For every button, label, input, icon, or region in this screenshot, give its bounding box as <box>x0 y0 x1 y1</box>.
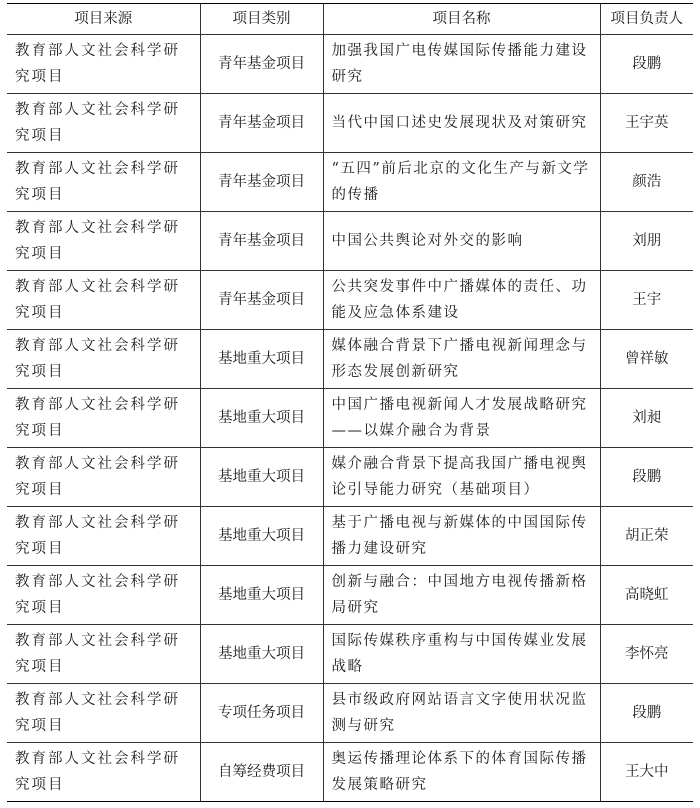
cell-category: 自筹经费项目 <box>200 743 323 802</box>
header-name: 项目名称 <box>323 4 600 35</box>
table-row <box>7 94 693 153</box>
cell-source: 教育部人文社会科学研究项目 <box>7 566 200 625</box>
table-header-row <box>7 4 693 35</box>
cell-source: 教育部人文社会科学研究项目 <box>7 389 200 448</box>
cell-source: 教育部人文社会科学研究项目 <box>7 212 200 271</box>
header-lead: 项目负责人 <box>600 4 693 35</box>
cell-source: 教育部人文社会科学研究项目 <box>7 507 200 566</box>
cell-source: 教育部人文社会科学研究项目 <box>7 625 200 684</box>
table-row <box>7 153 693 212</box>
project-table <box>7 3 693 802</box>
header-category: 项目类别 <box>200 4 323 35</box>
cell-name: 国际传媒秩序重构与中国传媒业发展战略 <box>323 625 600 684</box>
cell-name: 加强我国广电传媒国际传播能力建设研究 <box>323 35 600 94</box>
cell-source: 教育部人文社会科学研究项目 <box>7 330 200 389</box>
cell-name: 当代中国口述史发展现状及对策研究 <box>323 94 600 153</box>
cell-name: 媒体融合背景下广播电视新闻理念与形态发展创新研究 <box>323 330 600 389</box>
table-row <box>7 330 693 389</box>
cell-category: 基地重大项目 <box>200 448 323 507</box>
cell-category: 青年基金项目 <box>200 35 323 94</box>
cell-source: 教育部人文社会科学研究项目 <box>7 684 200 743</box>
cell-lead: 高晓虹 <box>600 566 693 625</box>
cell-category: 基地重大项目 <box>200 625 323 684</box>
cell-lead: 李怀亮 <box>600 625 693 684</box>
cell-name: 基于广播电视与新媒体的中国国际传播力建设研究 <box>323 507 600 566</box>
header-source: 项目来源 <box>7 4 200 35</box>
table-row <box>7 684 693 743</box>
cell-lead: 段鹏 <box>600 35 693 94</box>
cell-lead: 段鹏 <box>600 448 693 507</box>
table-row <box>7 507 693 566</box>
project-table-container <box>7 3 693 802</box>
cell-category: 青年基金项目 <box>200 212 323 271</box>
cell-category: 基地重大项目 <box>200 389 323 448</box>
cell-source: 教育部人文社会科学研究项目 <box>7 35 200 94</box>
cell-source: 教育部人文社会科学研究项目 <box>7 743 200 802</box>
cell-name: 中国公共舆论对外交的影响 <box>323 212 600 271</box>
table-row <box>7 566 693 625</box>
table-row <box>7 625 693 684</box>
cell-lead: 胡正荣 <box>600 507 693 566</box>
cell-lead: 王宇 <box>600 271 693 330</box>
cell-category: 专项任务项目 <box>200 684 323 743</box>
cell-name: 创新与融合：中国地方电视传播新格局研究 <box>323 566 600 625</box>
cell-name: 中国广播电视新闻人才发展战略研究——以媒介融合为背景 <box>323 389 600 448</box>
cell-lead: 曾祥敏 <box>600 330 693 389</box>
table-body <box>7 35 693 802</box>
cell-name: 县市级政府网站语言文字使用状况监测与研究 <box>323 684 600 743</box>
cell-category: 基地重大项目 <box>200 566 323 625</box>
cell-lead: 王大中 <box>600 743 693 802</box>
cell-lead: 刘朋 <box>600 212 693 271</box>
cell-name: 公共突发事件中广播媒体的责任、功能及应急体系建设 <box>323 271 600 330</box>
table-row <box>7 271 693 330</box>
cell-source: 教育部人文社会科学研究项目 <box>7 94 200 153</box>
table-row <box>7 389 693 448</box>
cell-category: 青年基金项目 <box>200 153 323 212</box>
cell-name: 奥运传播理论体系下的体育国际传播发展策略研究 <box>323 743 600 802</box>
cell-category: 基地重大项目 <box>200 507 323 566</box>
table-row <box>7 743 693 802</box>
cell-category: 基地重大项目 <box>200 330 323 389</box>
table-row <box>7 35 693 94</box>
table-row <box>7 212 693 271</box>
cell-source: 教育部人文社会科学研究项目 <box>7 153 200 212</box>
cell-lead: 王宇英 <box>600 94 693 153</box>
cell-lead: 段鹏 <box>600 684 693 743</box>
cell-lead: 颜浩 <box>600 153 693 212</box>
cell-category: 青年基金项目 <box>200 94 323 153</box>
cell-category: 青年基金项目 <box>200 271 323 330</box>
cell-name: “五四”前后北京的文化生产与新文学的传播 <box>323 153 600 212</box>
cell-source: 教育部人文社会科学研究项目 <box>7 448 200 507</box>
cell-name: 媒介融合背景下提高我国广播电视舆论引导能力研究（基础项目） <box>323 448 600 507</box>
table-row <box>7 448 693 507</box>
cell-source: 教育部人文社会科学研究项目 <box>7 271 200 330</box>
cell-lead: 刘昶 <box>600 389 693 448</box>
